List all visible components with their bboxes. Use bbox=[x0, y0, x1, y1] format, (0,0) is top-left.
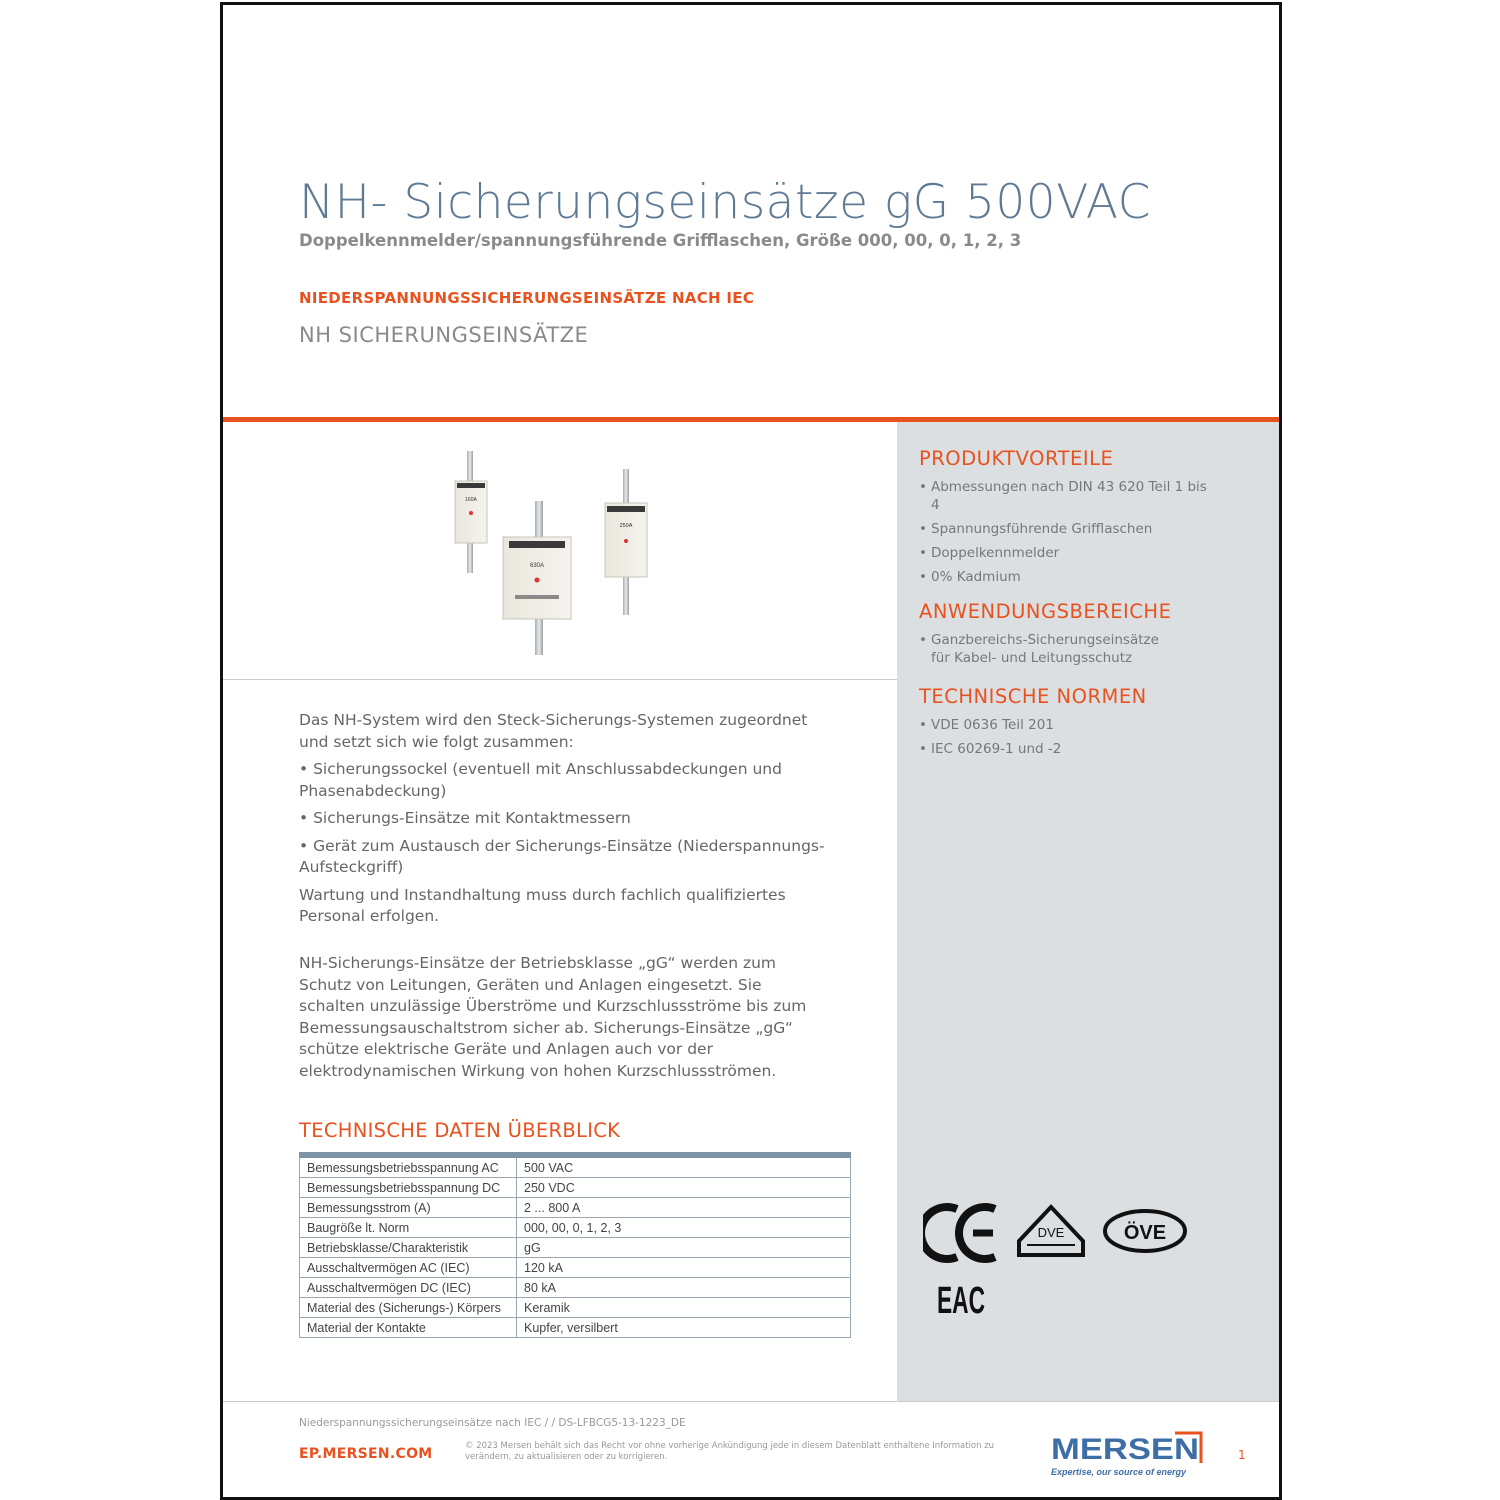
spec-name: Bemessungsbetriebsspannung DC bbox=[300, 1178, 517, 1198]
applications-heading: ANWENDUNGSBEREICHE bbox=[919, 600, 1172, 623]
list-item: • Sicherungssockel (eventuell mit Anschlussabdeckungen und Phasenabdeckung) bbox=[299, 760, 782, 800]
spec-name: Ausschaltvermögen AC (IEC) bbox=[300, 1258, 517, 1278]
spec-value: 000, 00, 0, 1, 2, 3 bbox=[517, 1218, 851, 1238]
fuse-medium-label: 250A bbox=[619, 523, 633, 529]
spec-value: Kupfer, versilbert bbox=[517, 1318, 851, 1338]
svg-text:DVE: DVE bbox=[1037, 1225, 1065, 1240]
ove-mark-icon bbox=[1105, 1211, 1185, 1251]
page-title: NH- Sicherungseinsätze gG 500VAC bbox=[299, 175, 1151, 230]
standards-heading: TECHNISCHE NORMEN bbox=[919, 685, 1147, 708]
list-item: • 0% Kadmium bbox=[919, 568, 1209, 586]
footer-divider bbox=[223, 1401, 1279, 1402]
fuse-small-label: 160A bbox=[465, 497, 477, 503]
table-row bbox=[300, 1218, 851, 1238]
page-subtitle: Doppelkennmelder/spannungsführende Grifflaschen, Größe 000, 00, 0, 1, 2, 3 bbox=[299, 231, 1022, 250]
image-divider bbox=[223, 679, 897, 680]
spec-value: 500 VAC bbox=[517, 1155, 851, 1178]
advantages-list bbox=[919, 478, 1209, 592]
logo-tagline: Expertise, our source of energy bbox=[1051, 1467, 1187, 1477]
fuse-small bbox=[455, 451, 487, 573]
spec-name: Bemessungsbetriebsspannung AC bbox=[300, 1155, 517, 1178]
table-row bbox=[300, 1298, 851, 1318]
datasheet-page bbox=[220, 2, 1282, 1500]
spec-name: Bemessungsstrom (A) bbox=[300, 1198, 517, 1218]
category-label: NIEDERSPANNUNGSSICHERUNGSEINSÄTZE NACH IEC bbox=[299, 289, 755, 307]
spec-name: Betriebsklasse/Charakteristik bbox=[300, 1238, 517, 1258]
mersen-logo bbox=[1049, 1429, 1209, 1479]
fuse-large-label: 630A bbox=[529, 563, 545, 569]
description-paragraph: NH-Sicherungs-Einsätze der Betriebsklasse „gG“ werden zum Schutz von Leitungen, Geräten und Anlagen eingesetzt. Sie schalten unzulässige Überströme und Kurzschlussströme bis zum Bemessungsauschaltstrom sicher ab. Sicherungs-Einsätze „gG“ schütze elektrische Geräte und Anlagen auch vor der elektrodynamischen Wirkung von hohen Kurzschlussströmen. bbox=[299, 954, 807, 1080]
spec-value: 120 kA bbox=[517, 1258, 851, 1278]
spec-value: Keramik bbox=[517, 1298, 851, 1318]
table-row bbox=[300, 1278, 851, 1298]
svg-text:ÖVE: ÖVE bbox=[1123, 1222, 1167, 1244]
tech-data-table bbox=[299, 1152, 851, 1338]
page-number: 1 bbox=[1238, 1448, 1246, 1462]
ce-mark-icon bbox=[923, 1207, 995, 1259]
standards-list bbox=[919, 716, 1209, 764]
list-item: • Abmessungen nach DIN 43 620 Teil 1 bis 4 bbox=[919, 478, 1209, 514]
tech-data-heading: TECHNISCHE DATEN ÜBERBLICK bbox=[299, 1119, 621, 1142]
fuse-medium bbox=[605, 469, 647, 615]
website-link[interactable]: EP.MERSEN.COM bbox=[299, 1446, 433, 1462]
spec-name: Material des (Sicherungs-) Körpers bbox=[300, 1298, 517, 1318]
table-row bbox=[300, 1178, 851, 1198]
sidebar bbox=[897, 422, 1279, 1401]
list-item: • IEC 60269-1 und -2 bbox=[919, 740, 1209, 758]
list-item: • Doppelkennmelder bbox=[919, 544, 1209, 562]
table-row bbox=[300, 1258, 851, 1278]
list-item: • Gerät zum Austausch der Sicherungs-Einsätze (Niederspannungs-Aufsteckgriff) bbox=[299, 836, 825, 876]
fuse-product-image bbox=[443, 445, 683, 665]
logo-wordmark: MERSEN bbox=[1051, 1433, 1199, 1466]
vde-mark-icon bbox=[1019, 1207, 1083, 1255]
table-row bbox=[300, 1155, 851, 1178]
spec-name: Material der Kontakte bbox=[300, 1318, 517, 1338]
svg-text:EAC: EAC bbox=[937, 1280, 985, 1321]
spec-name: Baugröße lt. Norm bbox=[300, 1218, 517, 1238]
system-description bbox=[299, 710, 839, 934]
table-row bbox=[300, 1318, 851, 1338]
applications-list bbox=[919, 631, 1179, 673]
copyright-notice: © 2023 Mersen behält sich das Recht vor ohne vorherige Ankündigung jede in diesem Datenblatt enthaltene Information zu verändern, zu aktualisieren oder zu korrigieren. bbox=[465, 1441, 995, 1462]
spec-value: gG bbox=[517, 1238, 851, 1258]
spec-value: 2 ... 800 A bbox=[517, 1198, 851, 1218]
list-item: • Ganzbereichs-Sicherungseinsätze für Kabel- und Leitungsschutz bbox=[919, 631, 1179, 667]
spec-value: 80 kA bbox=[517, 1278, 851, 1298]
section-name: NH SICHERUNGSEINSÄTZE bbox=[299, 323, 589, 347]
document-reference: Niederspannungssicherungseinsätze nach IEC / / DS-LFBCG5-13-1223_DE bbox=[299, 1417, 686, 1429]
maintenance-paragraph: Wartung und Instandhaltung muss durch fachlich qualifiziertes Personal erfolgen. bbox=[299, 885, 786, 925]
gg-description bbox=[299, 953, 809, 1088]
list-item: • Sicherungs-Einsätze mit Kontaktmessern bbox=[299, 809, 631, 827]
intro-paragraph: Das NH-System wird den Steck-Sicherungs-Systemen zugeordnet und setzt sich wie folgt zusammen: bbox=[299, 711, 808, 751]
spec-name: Ausschaltvermögen DC (IEC) bbox=[300, 1278, 517, 1298]
advantages-heading: PRODUKTVORTEILE bbox=[919, 447, 1114, 470]
spec-value: 250 VDC bbox=[517, 1178, 851, 1198]
list-item: • Spannungsführende Grifflaschen bbox=[919, 520, 1209, 538]
certification-marks bbox=[923, 1201, 1193, 1321]
table-row bbox=[300, 1198, 851, 1218]
list-item: • VDE 0636 Teil 201 bbox=[919, 716, 1209, 734]
eac-mark-icon bbox=[937, 1280, 985, 1321]
table-row bbox=[300, 1238, 851, 1258]
fuse-large bbox=[503, 501, 571, 655]
